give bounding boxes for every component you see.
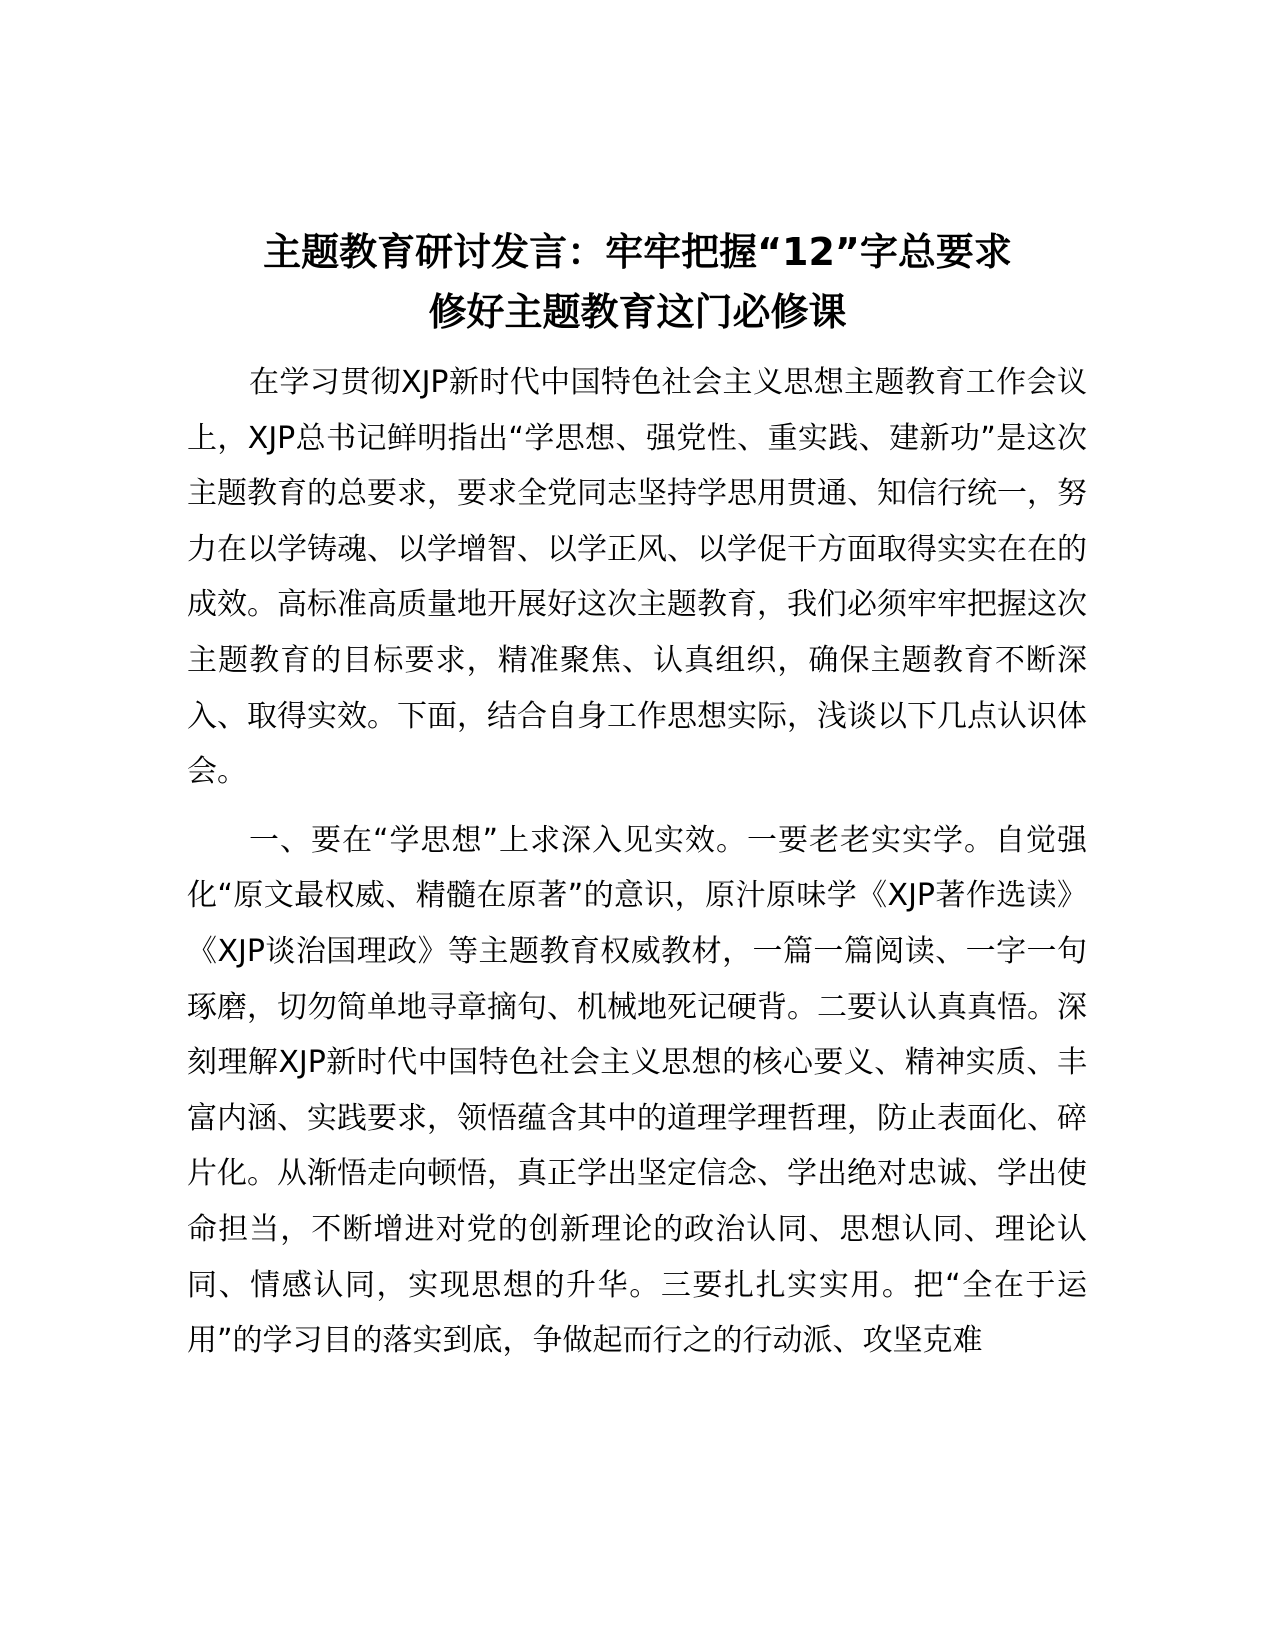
document-body: [187, 355, 1087, 1382]
title-line-2: 修好主题教育这门必修课: [428, 290, 847, 334]
paragraph-section-1: 一、要在“学思想”上求深入见实效。一要老老实实学。自觉强化“原文最权威、精髓在原著”的意识，原汁原味学《XJP著作选读》《XJP谈治国理政》等主题教育权威教材，一篇一篇阅读、一字一句琢磨，切勿简单地寻章摘句、机械地死记硬背。二要认认真真悟。深刻理解XJP新时代中国特色社会主义思想的核心要义、精神实质、丰富内涵、实践要求，领悟蕴含其中的道理学理哲理，防止表面化、碎片化。从渐悟走向顿悟，真正学出坚定信念、学出绝对忠诚、学出使命担当，不断增进对党的创新理论的政治认同、思想认同、理论认同、情感认同，实现思想的升华。三要扎扎实实用。把“全在于运用”的学习目的落实到底，争做起而行之的行动派、攻坚克难: [187, 822, 1087, 1359]
paragraph-intro: 在学习贯彻XJP新时代中国特色社会主义思想主题教育工作会议上，XJP总书记鲜明指出“学思想、强党性、重实践、建新功”是这次主题教育的总要求，要求全党同志坚持学思用贯通、知信行统一，努力在以学铸魂、以学增智、以学正风、以学促干方面取得实实在在的成效。高标准高质量地开展好这次主题教育，我们必须牢牢把握这次主题教育的目标要求，精准聚焦、认真组织，确保主题教育不断深入、取得实效。下面，结合自身工作思想实际，浅谈以下几点认识体会。: [187, 365, 1087, 790]
title-line-1: 主题教育研讨发言：牢牢把握“12”字总要求: [263, 230, 1012, 274]
document-title: [150, 222, 1125, 342]
